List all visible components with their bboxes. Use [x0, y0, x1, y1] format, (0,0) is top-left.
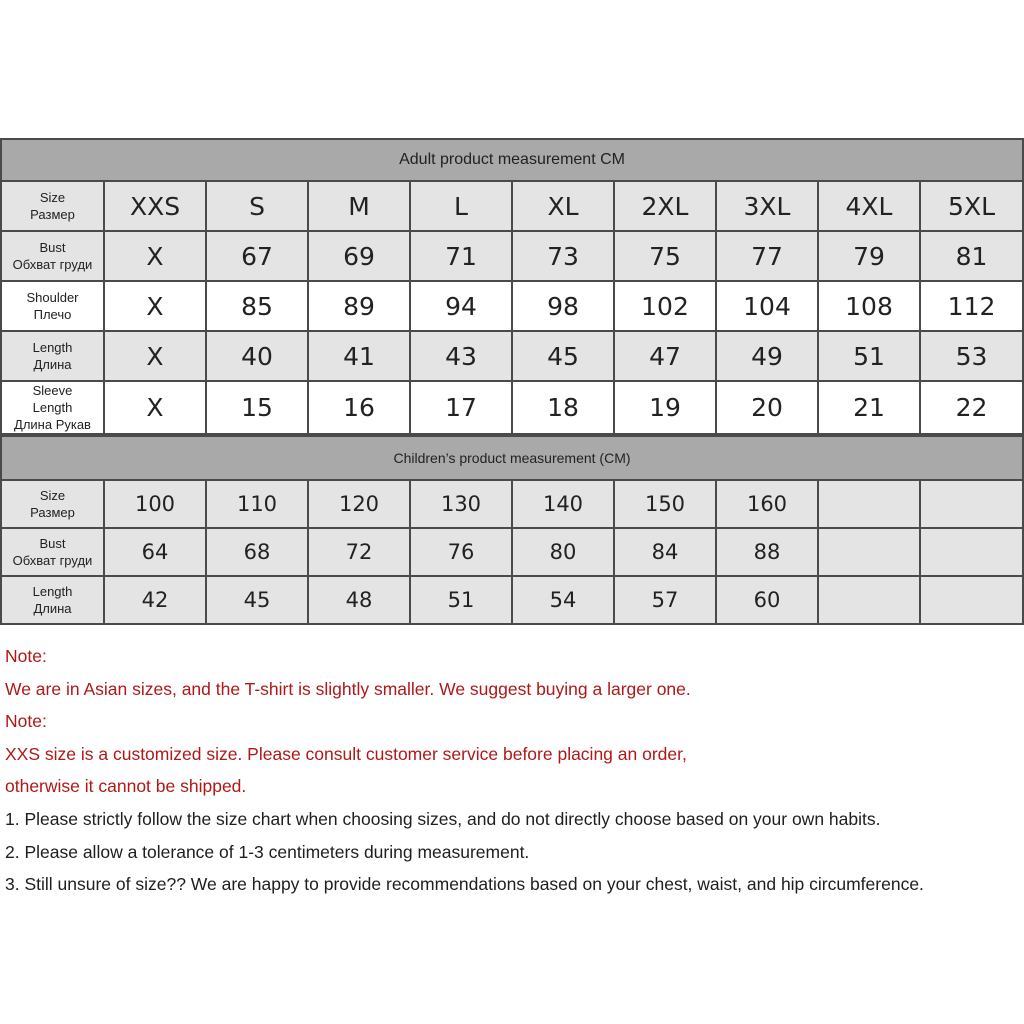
row-label	[1, 576, 104, 624]
value-cell: 85	[206, 281, 308, 331]
value-cell: 100	[104, 480, 206, 528]
value-cell: 110	[206, 480, 308, 528]
value-cell: 20	[716, 381, 818, 434]
row-label	[1, 528, 104, 576]
value-cell: 75	[614, 231, 716, 281]
table-row	[1, 281, 1023, 331]
value-cell: 19	[614, 381, 716, 434]
size-chart	[0, 138, 1024, 625]
value-cell: 72	[308, 528, 410, 576]
value-cell: 47	[614, 331, 716, 381]
row-label-line: Length	[32, 584, 73, 599]
row-label-line: Shoulder	[26, 290, 79, 305]
table-row	[1, 331, 1023, 381]
row-label-line: Bust	[39, 240, 66, 255]
value-cell: 53	[920, 331, 1023, 381]
note-asian-sizes: We are in Asian sizes, and the T-shirt is slightly smaller. We suggest buying a larger one.	[5, 678, 691, 699]
value-cell: 3XL	[716, 181, 818, 231]
instruction-item: 3. Still unsure of size?? We are happy to provide recommendations based on your chest, waist, and hip circumference.	[5, 874, 924, 895]
empty-cell	[920, 480, 1023, 528]
value-cell: 48	[308, 576, 410, 624]
value-cell: 5XL	[920, 181, 1023, 231]
value-cell: XXS	[104, 181, 206, 231]
table-row	[1, 576, 1023, 624]
instruction-item: 2. Please allow a tolerance of 1-3 centimeters during measurement.	[5, 841, 530, 862]
row-label	[1, 381, 104, 434]
value-cell: 64	[104, 528, 206, 576]
value-cell: 150	[614, 480, 716, 528]
value-cell: 140	[512, 480, 614, 528]
empty-cell	[818, 528, 920, 576]
row-label	[1, 181, 104, 231]
value-cell: 43	[410, 331, 512, 381]
row-label-line: Size	[39, 190, 66, 205]
value-cell: 112	[920, 281, 1023, 331]
table-row	[1, 528, 1023, 576]
note-label: Note:	[5, 711, 47, 732]
value-cell: 60	[716, 576, 818, 624]
value-cell: 42	[104, 576, 206, 624]
note-label: Note:	[5, 646, 47, 666]
row-label	[1, 281, 104, 331]
adult-table-title: Adult product measurement CM	[1, 139, 1023, 181]
row-label	[1, 331, 104, 381]
value-cell: 80	[512, 528, 614, 576]
children-table-title: Children’s product measurement (CM)	[1, 436, 1023, 480]
value-cell: 69	[308, 231, 410, 281]
value-cell: 73	[512, 231, 614, 281]
value-cell: 84	[614, 528, 716, 576]
row-label-line: Size	[39, 488, 66, 503]
value-cell: 160	[716, 480, 818, 528]
row-label-line: Размер	[30, 207, 75, 222]
row-label	[1, 480, 104, 528]
value-cell: 68	[206, 528, 308, 576]
value-cell: 49	[716, 331, 818, 381]
value-cell: 79	[818, 231, 920, 281]
value-cell: X	[104, 331, 206, 381]
value-cell: 40	[206, 331, 308, 381]
empty-cell	[818, 480, 920, 528]
table-row	[1, 381, 1023, 434]
value-cell: 57	[614, 576, 716, 624]
adult-size-table	[0, 138, 1024, 435]
value-cell: 21	[818, 381, 920, 434]
value-cell: 54	[512, 576, 614, 624]
row-label-line: Обхват груди	[12, 257, 93, 272]
value-cell: X	[104, 231, 206, 281]
table-row	[1, 480, 1023, 528]
value-cell: 15	[206, 381, 308, 434]
value-cell: 41	[308, 331, 410, 381]
value-cell: XL	[512, 181, 614, 231]
row-label-line: Длина Рукав	[14, 417, 91, 432]
value-cell: 4XL	[818, 181, 920, 231]
value-cell: 16	[308, 381, 410, 434]
value-cell: L	[410, 181, 512, 231]
value-cell: 71	[410, 231, 512, 281]
row-label-line: Размер	[30, 505, 75, 520]
value-cell: M	[308, 181, 410, 231]
value-cell: 108	[818, 281, 920, 331]
children-size-table	[0, 435, 1024, 625]
value-cell: 45	[206, 576, 308, 624]
value-cell: 76	[410, 528, 512, 576]
note-xxs-custom: XXS size is a customized size. Please consult customer service before placing an order,	[5, 743, 687, 764]
value-cell: 18	[512, 381, 614, 434]
value-cell: 67	[206, 231, 308, 281]
value-cell: 104	[716, 281, 818, 331]
value-cell: S	[206, 181, 308, 231]
value-cell: 120	[308, 480, 410, 528]
value-cell: X	[104, 281, 206, 331]
value-cell: 88	[716, 528, 818, 576]
row-label-line: Sleeve	[32, 383, 73, 398]
value-cell: 94	[410, 281, 512, 331]
value-cell: X	[104, 381, 206, 434]
row-label-line: Bust	[39, 536, 66, 551]
value-cell: 77	[716, 231, 818, 281]
value-cell: 51	[818, 331, 920, 381]
table-row	[1, 231, 1023, 281]
value-cell: 130	[410, 480, 512, 528]
row-label-line: Плечо	[33, 307, 72, 322]
row-label-line: Длина	[33, 357, 72, 372]
value-cell: 51	[410, 576, 512, 624]
row-label-line: Обхват груди	[12, 553, 93, 568]
table-row	[1, 181, 1023, 231]
instruction-item: 1. Please strictly follow the size chart when choosing sizes, and do not directly choose based on your own habits.	[5, 808, 881, 829]
notes-section	[5, 640, 1020, 901]
value-cell: 102	[614, 281, 716, 331]
row-label-line: Length	[32, 340, 73, 355]
row-label	[1, 231, 104, 281]
value-cell: 45	[512, 331, 614, 381]
value-cell: 81	[920, 231, 1023, 281]
row-label-line: Длина	[33, 601, 72, 616]
value-cell: 17	[410, 381, 512, 434]
empty-cell	[920, 576, 1023, 624]
note-xxs-shipping: otherwise it cannot be shipped.	[5, 776, 247, 797]
value-cell: 98	[512, 281, 614, 331]
empty-cell	[920, 528, 1023, 576]
value-cell: 22	[920, 381, 1023, 434]
value-cell: 89	[308, 281, 410, 331]
empty-cell	[818, 576, 920, 624]
row-label-line: Length	[32, 400, 73, 415]
value-cell: 2XL	[614, 181, 716, 231]
